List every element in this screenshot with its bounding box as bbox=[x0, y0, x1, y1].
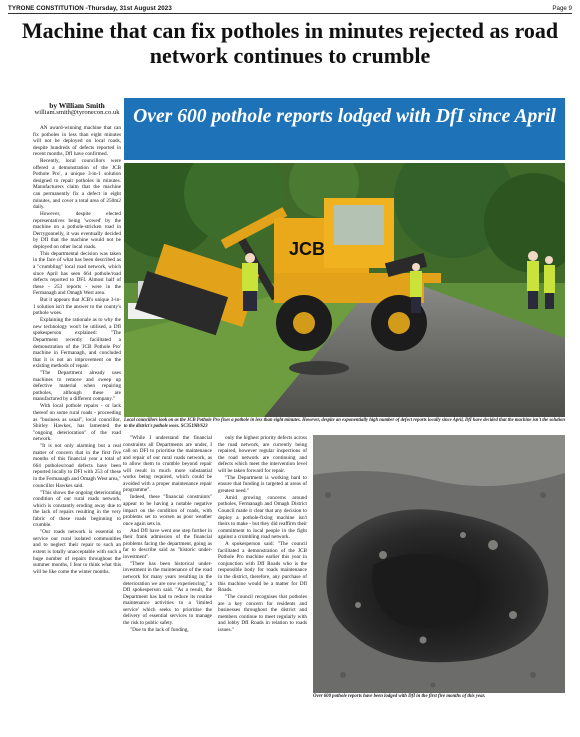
byline bbox=[32, 102, 122, 116]
main-photo-jcb-pothole-pro bbox=[124, 163, 565, 417]
paragraph: AN award-winning machine that can fix potholes in less than eight minutes will not be deployed on local roads, despite hundreds of defects reported in recent months, DfI have confirmed. bbox=[33, 125, 121, 158]
article-column-3 bbox=[218, 435, 307, 731]
pothole-photo bbox=[313, 435, 565, 693]
pothole-photo-caption: Over 600 pothole reports have been lodged with DfI in the first five months of this year. bbox=[313, 694, 486, 699]
paragraph: "It is not only alarming but a real matter of concern that in the first five months of this financial year a total of 664 potholes/road defects have been reported locally to DFI with 253 of these in the Fermanagh and Omagh West area," councillor Hawkes said. bbox=[33, 443, 121, 489]
byline-email[interactable]: william.smith@tyronecon.co.uk bbox=[34, 109, 120, 117]
article-column-2 bbox=[123, 435, 212, 731]
paragraph: A spokesperson said: "The council facilitated a demonstration of the JCB Pothole Pro machine earlier this year in conjunction with DfI Roads who is the responsible body for roads maintenance in the district, therefore, any purchase of this machine would be a matter for DfI Roads. bbox=[218, 541, 307, 594]
paragraph: Amid growing concerns around potholes, Fermanagh and Omagh District Council made it clear that any decision to deploy a pothole-fixing machine isn't theirs to make - but they did reaffirm their commitment to local people in the fight against a crumbling road network. bbox=[218, 494, 307, 541]
byline-author: by William Smith bbox=[49, 101, 105, 110]
paragraph: "The Department is working hard to ensure that funding is targeted at areas of greatest need." bbox=[218, 474, 307, 494]
paragraph: "Due to the lack of funding, bbox=[130, 626, 189, 633]
paragraph: "While I understand the financial constraints all Departments are under, I call on DFI to prioritise the maintenance and repair of our rural roads network, as to allow them to crumble beyond repair will result in much more substantial works being required, which could be avoided with a proper maintenance repair programme". bbox=[123, 435, 212, 494]
publication-date: TYRONE CONSTITUTION -Thursday, 31st August 2023 bbox=[8, 5, 172, 12]
paragraph: Recently, local councillors were offered a demonstration of the JCB Pothole Pro', a unique 3-in-1 solution designed to repair potholes in minutes. Manufacturers claim that the machine can permanently fix a defect in eight minutes, and cover a total area of 250m2 daily. bbox=[33, 158, 121, 211]
main-photo-caption: Local councillors look on as the JCB Pothole Pro fixes a pothole in less than eight minutes. However, despite an exponentially high number of defect reports locally since April, DfI have decided that the machine isn't the solution to the district's pothole woes. SC3519B/S23 bbox=[124, 418, 565, 429]
headline: Machine that can fix potholes in minutes rejected as road network continues to crumble bbox=[21, 18, 559, 68]
jcb-logo-text: JCB bbox=[289, 239, 326, 259]
pothole-photo-illustration bbox=[313, 435, 565, 693]
paragraph: only the highest priority defects across the road network, are currently being repaired, however regular inspections of the road network are continuing and defects which meet the intervention level will be taken forward for repair. bbox=[218, 435, 307, 474]
main-photo-illustration bbox=[124, 163, 565, 417]
masthead bbox=[8, 3, 572, 14]
paragraph: "The Department already uses machines to remove and sweep up defective material when repairing potholes, although these are manufactured by a different company." bbox=[33, 370, 121, 403]
paragraph: This departmental decision was taken in the face of what has been described as a "crumbling" local road network, which since April has seen 664 pothole/road defects reported to DFI. Almost half of these - 253 reports - were in the Fermanagh and Omagh West area. bbox=[33, 250, 121, 297]
paragraph: But it appears that JCB's unique 3-in-1 solution isn't the answer to the county's pothole woes. bbox=[33, 297, 121, 317]
paragraph: However, despite elected representatives being 'wowed' by the machine on a pothole-stricken road in Derrygonnelly, it was eventually decided by DfI that the machine would not be deployed on other local roads. bbox=[33, 211, 121, 250]
page-number: Page 9 bbox=[552, 5, 572, 12]
paragraph: With local pothole repairs - or lack thereof on some rural roads - proceeding as "business as usual", local councillor, Shirley Hawkes, has lamented the "ongoing deterioration" of the road network. bbox=[33, 403, 121, 443]
paragraph: "The council recognises that potholes are a key concern for residents and businesses throughout the district and members continue to meet regularly with and lobby DfI Roads in relation to roads issues." bbox=[218, 594, 307, 633]
paragraph: "Our roads network is essential to service our rural isolated communities and to neglect their repair to such an extent is totally unacceptable with such a huge number of repairs throughout the summer months, I fear to think what this will be like come the winter months. bbox=[33, 529, 121, 575]
paragraph: "This shows the ongoing deteriorating condition of our rural roads network, which is constantly eroding away due to the lack of repairs resulting in the very fabric of these roads beginning to crumble. bbox=[33, 489, 121, 529]
paragraph: Indeed, these "financial constraints" appear to be having a notable negative impact on the condition of roads, with problems set to worsen as poor weather once again sets in. bbox=[123, 494, 212, 527]
article-column-1 bbox=[33, 125, 121, 730]
paragraph: "There has been historical under-investment in the maintenance of the road network for many years resulting in the deterioration we are now experiencing," a DfI spokesperson said. "As a result, the Department has had to reduce its routine maintenance activities to a 'limited service' which seeks to prioritise the delivery of essential services to manage the risk to public safety. bbox=[123, 560, 212, 626]
paragraph: And DfI have went one step further in their frank admission of the financial problems facing the department, going as far to describe said as "historic under-investment". bbox=[123, 527, 212, 560]
paragraph: Explaining the rationale as to why the new technology won't be utilised, a DfI spokesperson explained: "The Department recently facilitated a demonstration of the 'JCB Pothole Pro' machine in Fermanagh, and concluded that it is not an improvement on the existing methods of repair. bbox=[33, 317, 121, 370]
subheadline-banner: Over 600 pothole reports lodged with DfI since April bbox=[124, 98, 565, 160]
